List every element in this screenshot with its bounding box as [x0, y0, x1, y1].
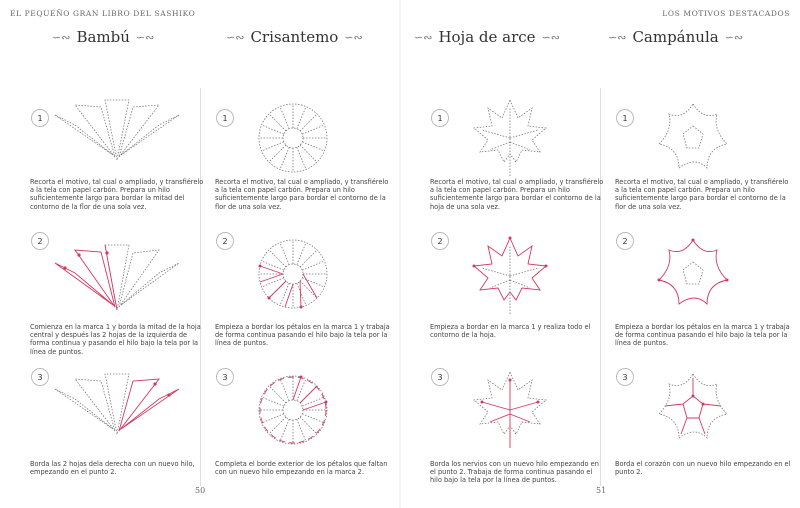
step-number: 1 — [216, 109, 234, 127]
title-campanula — [608, 28, 743, 46]
title-crisantemo — [226, 28, 363, 46]
chrysanthemum-icon — [257, 102, 329, 174]
ornament-left-icon: ∽∾ — [52, 30, 71, 44]
step-number: 1 — [431, 109, 449, 127]
ornament-left-icon: ∽∾ — [608, 30, 627, 44]
column-divider — [200, 88, 201, 486]
bamboo-leaves-icon — [55, 235, 180, 315]
section-title: Bambú — [76, 28, 130, 46]
step-description: Empieza a bordar los pétalos en la marca 1 y trabaja de forma continua pasando el hilo bajo la tela por la línea de puntos. — [215, 323, 390, 348]
maple-leaf-icon — [470, 98, 550, 178]
step-description: Recorta el motivo, tal cual o ampliado, y transfiérelo a la tela con papel carbón. Prepara un hilo suficientemente largo para bordar el contorno de la hoja de una sola vez. — [430, 178, 604, 211]
petal-line — [300, 417, 317, 434]
section-title: Campánula — [632, 28, 719, 46]
chrysanthemum-icon — [257, 238, 329, 310]
petal-line — [300, 250, 317, 267]
step-description: Empieza a bordar los pétalos en la marca 1 y trabaja de forma continua pasando el hilo bajo la tela por la línea de puntos. — [615, 323, 790, 348]
bellflower-icon — [655, 370, 731, 446]
petal-line — [297, 107, 306, 129]
petal-line — [262, 125, 284, 134]
petal-line — [300, 145, 317, 162]
petal-line — [269, 417, 286, 434]
step-number: 2 — [31, 232, 49, 250]
step-description: Recorta el motivo, tal cual o ampliado, y transfiérelo a la tela con papel carbón. Prepara un hilo suficientemente largo para bordar la mitad del contorno de la flor de una sola vez. — [30, 178, 204, 211]
step-description: Completa el borde exterior de los pétalos que faltan con un nuevo hilo empezando en la marca 2. — [215, 460, 388, 477]
petal-line — [297, 243, 306, 265]
column-divider — [600, 88, 601, 486]
step-number: 1 — [31, 109, 49, 127]
petal-line — [280, 243, 289, 265]
petal-line — [280, 419, 289, 441]
step-number: 3 — [216, 368, 234, 386]
ornament-right-icon: ∽∾ — [135, 30, 155, 44]
ornament-right-icon: ∽∾ — [344, 30, 363, 44]
petal-line — [302, 397, 324, 406]
running-header-left: EL PEQUEÑO GRAN LIBRO DEL SASHIKO — [10, 9, 196, 18]
step-description: Empieza a bordar en la marca 1 y realiza todo el contorno de la hoja. — [430, 323, 591, 340]
running-header-right: LOS MOTIVOS DESTACADOS — [662, 9, 790, 18]
step-number: 2 — [216, 232, 234, 250]
petal-line — [280, 107, 289, 129]
bellflower-icon — [655, 100, 731, 176]
title-hoja-de-arce — [414, 28, 560, 46]
page-number-left: 50 — [195, 486, 206, 495]
step-number: 1 — [616, 109, 634, 127]
step-number: 3 — [31, 368, 49, 386]
page-number-right: 51 — [596, 486, 607, 495]
petal-line — [302, 125, 324, 134]
book-gutter — [399, 0, 401, 508]
ornament-left-icon: ∽∾ — [226, 30, 245, 44]
step-description: Comienza en la marca 1 y borda la mitad de la hoja central y después las 2 hojas de la izquierda de forma continua y pasando el hilo bajo la tela por la línea de puntos. — [30, 323, 201, 356]
bamboo-leaves-icon — [55, 95, 180, 165]
step-description: Borda los nervios con un nuevo hilo empezando en el punto 2. Trabaja de forma continua pasando el hilo bajo la tela por la línea de puntos. — [430, 460, 599, 485]
petal-line — [280, 283, 289, 305]
petal-line — [262, 142, 284, 151]
section-title: Hoja de arce — [438, 28, 536, 46]
petal-line — [297, 147, 306, 169]
petal-line — [269, 386, 286, 403]
bellflower-icon — [655, 236, 731, 312]
petal-line — [302, 414, 324, 423]
step-number: 3 — [616, 368, 634, 386]
maple-leaf-icon — [470, 236, 550, 316]
step-number: 2 — [616, 232, 634, 250]
ornament-right-icon: ∽∾ — [541, 30, 560, 44]
ornament-left-icon: ∽∾ — [414, 30, 433, 44]
petal-line — [297, 379, 306, 401]
step-description: Recorta el motivo, tal cual o ampliado, y transfiérelo a la tela con papel carbón. Prepara un hilo suficientemente largo para bordar el contorno de la flor de una sola vez. — [215, 178, 389, 211]
ornament-right-icon: ∽∾ — [724, 30, 744, 44]
petal-line — [269, 250, 286, 267]
step-number: 2 — [431, 232, 449, 250]
bamboo-leaves-icon — [55, 369, 180, 439]
petal-line — [269, 114, 286, 131]
petal-line — [302, 261, 324, 270]
petal-line — [280, 379, 289, 401]
petal-line — [262, 414, 284, 423]
maple-leaf-icon — [470, 370, 550, 450]
step-number: 3 — [431, 368, 449, 386]
step-description: Recorta el motivo, tal cual o ampliado, y transfiérelo a la tela con papel carbón. Prepara un hilo suficientemente largo para bordar el contorno de la flor de una sola vez. — [615, 178, 789, 211]
step-description: Borda el corazón con un nuevo hilo empezando en el punto 2. — [615, 460, 791, 477]
petal-line — [262, 261, 284, 270]
title-bambu — [52, 28, 154, 46]
petal-line — [269, 145, 286, 162]
petal-line — [302, 142, 324, 151]
step-description: Borda las 2 hojas dela derecha con un nuevo hilo, empezando en el punto 2. — [30, 460, 195, 477]
petal-line — [262, 278, 284, 287]
petal-line — [297, 419, 306, 441]
petal-line — [300, 114, 317, 131]
petal-line — [297, 283, 306, 305]
chrysanthemum-icon — [257, 374, 329, 446]
section-title: Crisantemo — [250, 28, 339, 46]
petal-line — [262, 397, 284, 406]
petal-line — [280, 147, 289, 169]
